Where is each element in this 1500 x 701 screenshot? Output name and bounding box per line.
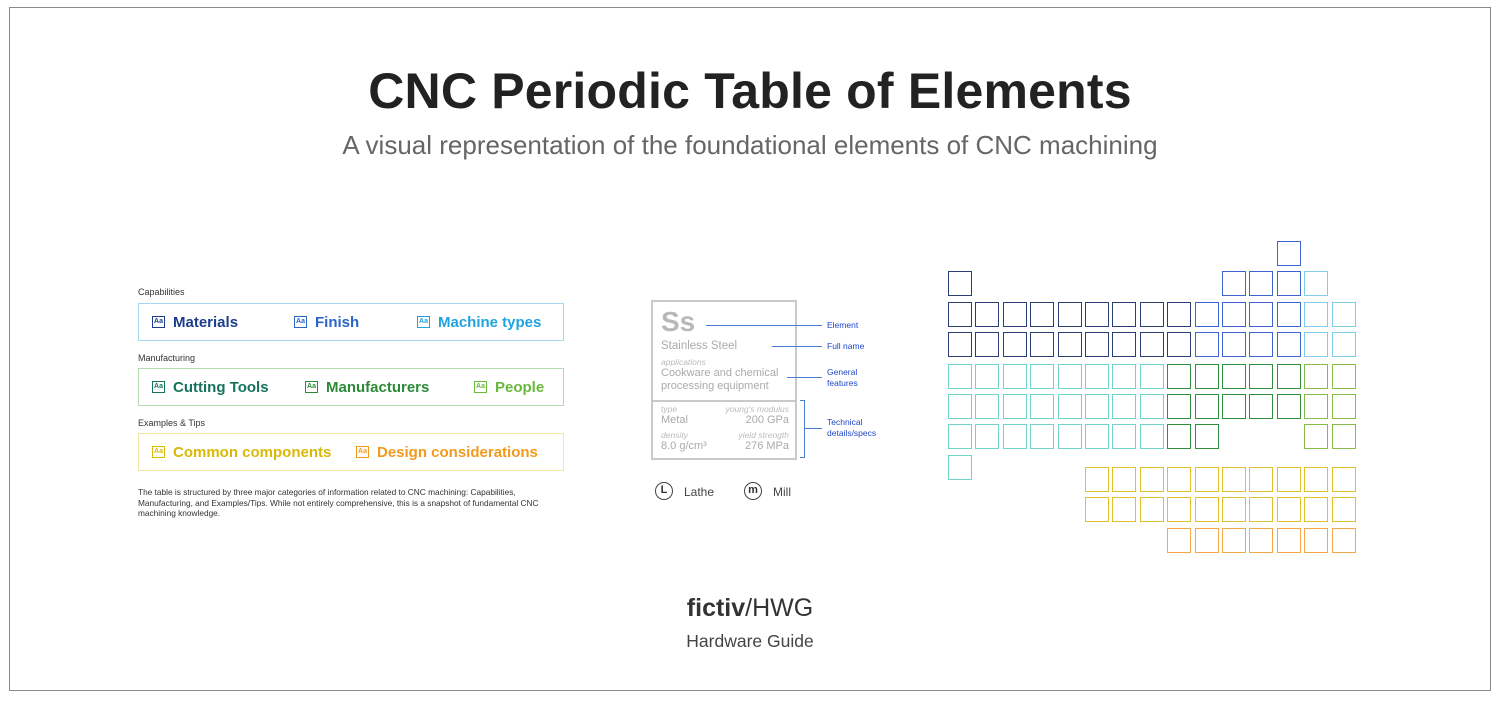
element-cell [1030,364,1054,389]
element-cell [1277,364,1301,389]
section-label-examples: Examples & Tips [138,418,206,428]
element-cell [1112,424,1136,449]
page-subtitle: A visual representation of the foundational elements of CNC machining [342,130,1158,160]
element-cell [1222,364,1246,389]
element-cell [1277,241,1301,266]
element-cell [1085,394,1109,419]
category-box-capabilities [138,303,564,341]
element-cell [1332,394,1356,419]
element-cell [1249,467,1273,492]
element-cell [948,364,972,389]
category-label: Common components [173,443,332,461]
element-cell [1195,302,1219,327]
element-cell [975,364,999,389]
element-cell [1030,394,1054,419]
element-cell [1195,332,1219,357]
element-cell [1140,302,1164,327]
annotation-bracket [800,400,805,458]
element-full-name: Stainless Steel [661,340,738,352]
modulus-label: young's modulus [725,404,789,414]
annotation-line-features [787,377,822,378]
element-cell [1222,394,1246,419]
element-cell [1058,302,1082,327]
element-cell [1304,364,1328,389]
element-cell [1167,364,1191,389]
type-label: type [661,404,678,414]
category-label: Materials [173,313,239,331]
element-cell [1030,332,1054,357]
element-cell [1249,497,1273,522]
element-cell [1195,394,1219,419]
category-label: Manufacturers [326,378,430,396]
element-cell [1112,467,1136,492]
element-cell [1112,497,1136,522]
element-cell [1112,332,1136,357]
category-cutting-tools [152,369,269,405]
text-style-icon: Aa [474,381,487,393]
element-cell [1112,302,1136,327]
element-cell [1003,302,1027,327]
text-style-icon: Aa [152,446,165,458]
text-style-icon: Aa [152,316,165,328]
element-cell [1003,364,1027,389]
density-value: 8.0 g/cm³ [661,440,707,452]
modulus-value: 200 GPa [745,414,789,426]
element-cell [1085,302,1109,327]
category-common-components [152,434,331,470]
element-cell [1112,364,1136,389]
element-cell [1003,332,1027,357]
element-cell [1332,497,1356,522]
element-cell [1195,424,1219,449]
element-cell [1332,302,1356,327]
category-manufacturers [305,369,429,405]
category-design-considerations [356,434,538,470]
page-title: CNC Periodic Table of Elements [368,63,1132,119]
element-cell [1140,424,1164,449]
element-cell [1167,394,1191,419]
category-machine-types [417,304,541,340]
type-value: Metal [661,414,688,426]
element-cell [1167,528,1191,553]
element-cell [1304,467,1328,492]
element-cell [1222,467,1246,492]
mill-icon: m [744,482,762,500]
lathe-label: Lathe [684,485,715,499]
element-cell [1304,424,1328,449]
category-finish [294,304,359,340]
tile-divider [653,400,795,402]
category-label: Finish [315,313,360,331]
element-cell [1332,467,1356,492]
element-cell [1140,497,1164,522]
element-cell [1222,302,1246,327]
element-cell [948,394,972,419]
mill-label: Mill [773,485,791,499]
category-box-manufacturing [138,368,564,406]
brand-tagline: Hardware Guide [686,631,814,651]
element-cell [1085,497,1109,522]
element-cell [1030,424,1054,449]
element-cell [1249,332,1273,357]
element-cell [1140,394,1164,419]
category-materials [152,304,238,340]
element-cell [1249,364,1273,389]
element-cell [1304,497,1328,522]
element-cell [1304,271,1328,296]
element-cell [1195,497,1219,522]
element-cell [1003,394,1027,419]
element-cell [1195,364,1219,389]
element-cell [1222,497,1246,522]
element-cell [1304,302,1328,327]
brand-suffix: /HWG [745,594,814,622]
element-cell [948,424,972,449]
annotation-line-name [772,346,822,347]
category-box-examples [138,433,564,471]
element-cell [1277,271,1301,296]
element-cell [948,332,972,357]
element-cell [1222,332,1246,357]
element-cell [1085,424,1109,449]
element-symbol: Ss [661,306,696,337]
element-cell [1304,528,1328,553]
element-cell [1085,467,1109,492]
density-label: density [661,430,688,440]
text-style-icon: Aa [152,381,165,393]
element-cell [1167,302,1191,327]
category-label: Design considerations [377,443,538,461]
category-label: Cutting Tools [173,378,269,396]
category-label: People [495,378,545,396]
element-cell [1222,528,1246,553]
element-cell [1195,528,1219,553]
element-cell [1085,332,1109,357]
element-cell [1140,332,1164,357]
element-cell [1277,332,1301,357]
element-cell [1332,528,1356,553]
annotation-technical: Technical details/specs [827,417,877,438]
element-cell [1304,332,1328,357]
section-label-capabilities: Capabilities [138,287,185,297]
element-cell [1277,394,1301,419]
element-cell [1277,497,1301,522]
element-cell [1167,424,1191,449]
legend-description: The table is structured by three major categories of information related to CNC machining: Capabilities, Manufacturing, and Examples/Tips. While not entirely comprehensive, this is a snapshot of fundamental CNC machining knowledge. [138,487,539,518]
element-cell [1249,528,1273,553]
sample-element-tile [651,300,797,460]
text-style-icon: Aa [356,446,369,458]
element-cell [1058,364,1082,389]
element-cell [1195,467,1219,492]
text-style-icon: Aa [305,381,318,393]
yield-label: yield strength [738,430,789,440]
section-label-manufacturing: Manufacturing [138,353,196,363]
element-cell [1249,302,1273,327]
element-cell [1167,467,1191,492]
yield-value: 276 MPa [744,440,789,452]
element-cell [1222,271,1246,296]
element-cell [1058,424,1082,449]
annotation-element: Element [827,320,859,330]
text-style-icon: Aa [417,316,430,328]
element-cell [1277,302,1301,327]
element-cell [1085,364,1109,389]
element-cell [975,394,999,419]
element-cell [975,332,999,357]
annotation-general-features: General features [827,367,858,388]
element-cell [1058,394,1082,419]
element-cell [975,302,999,327]
element-cell [1249,271,1273,296]
element-cell [948,271,972,296]
element-cell [1332,364,1356,389]
element-cell [1304,394,1328,419]
applications-label: applications [661,357,706,367]
element-cell [1332,424,1356,449]
applications-text: Cookware and chemical processing equipment [661,367,779,392]
element-cell [1140,467,1164,492]
element-cell [1277,528,1301,553]
element-cell [1167,497,1191,522]
annotation-line-technical [805,428,822,429]
element-cell [1277,467,1301,492]
element-cell [975,424,999,449]
element-cell [948,455,972,480]
element-cell [948,302,972,327]
element-cell [1249,394,1273,419]
element-cell [1140,364,1164,389]
element-cell [1003,424,1027,449]
text-style-icon: Aa [294,316,307,328]
brand-name: fictiv [686,594,746,622]
element-cell [1112,394,1136,419]
element-cell [1332,332,1356,357]
category-people [474,369,544,405]
annotation-line-element [706,325,822,326]
element-cell [1167,332,1191,357]
lathe-icon: L [655,482,673,500]
category-label: Machine types [438,313,542,331]
element-cell [1058,332,1082,357]
annotation-full-name: Full name [827,341,865,351]
element-cell [1030,302,1054,327]
brand-logo [0,594,1500,623]
